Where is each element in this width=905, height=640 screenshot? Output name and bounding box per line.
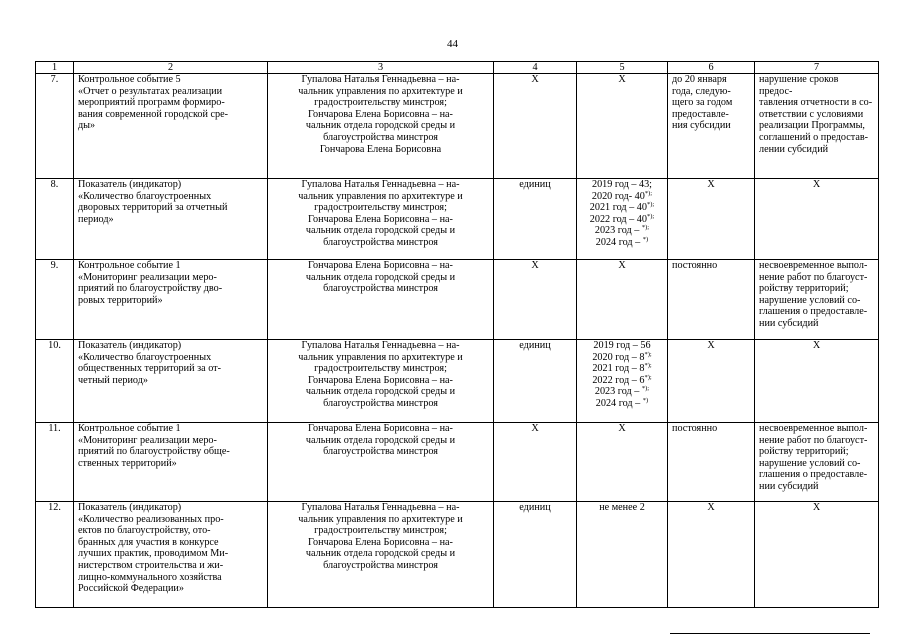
event-name-text: ектов по благоустройству, ото- <box>78 525 211 537</box>
event-name-line <box>78 120 263 132</box>
responsible-line <box>272 191 489 203</box>
header-col-5: 5 <box>577 62 668 74</box>
responsible-text: Гупалова Наталья Геннадьевна – на- <box>301 340 460 351</box>
deadline-line <box>672 179 750 191</box>
responsible-text: Гончарова Елена Борисовна – на- <box>308 108 453 120</box>
target-value-text: Х <box>618 74 626 85</box>
responsible <box>268 179 494 260</box>
responsible-text: чальник управления по архитектуре и <box>298 190 463 202</box>
risk-text: ройству территорий; <box>759 446 849 458</box>
event-name-line <box>78 435 263 447</box>
responsible-text: чальник отдела городской среды и <box>305 120 456 132</box>
row-number: 8. <box>36 179 74 260</box>
footnote-mark: *); <box>641 385 650 393</box>
risk-line <box>759 109 874 121</box>
responsible-text: Гупалова Наталья Геннадьевна – на- <box>301 179 460 190</box>
target-value-line <box>581 398 663 410</box>
responsible-text: благоустройства минстроя <box>323 131 438 143</box>
responsible-line <box>272 537 489 549</box>
target-value <box>577 74 668 179</box>
event-name <box>74 179 268 260</box>
deadline-text: Х <box>707 502 715 513</box>
event-name-text: «Количество благоустроенных <box>78 351 212 363</box>
event-name-text: период» <box>78 213 114 225</box>
event-name-line <box>78 283 263 295</box>
responsible-line <box>272 340 489 352</box>
event-name-line <box>78 340 263 352</box>
table-row <box>36 340 879 423</box>
row-number: 9. <box>36 260 74 340</box>
footnote-mark: *); <box>644 373 652 381</box>
plan-table <box>35 61 879 608</box>
target-value-text: 2019 год – 43; <box>591 179 653 190</box>
risk-text: нение работ по благоуст- <box>759 434 868 446</box>
footnote-mark: *); <box>646 201 655 209</box>
deadline-text: года, следую- <box>672 85 731 97</box>
deadline-line <box>672 423 750 435</box>
deadline-text: Х <box>707 340 715 351</box>
target-value-text: не менее 2 <box>599 502 645 513</box>
risk-text: нии субсидий <box>759 480 819 492</box>
event-name-line <box>78 202 263 214</box>
risk <box>755 74 879 179</box>
responsible-text: чальник отдела городской среды и <box>305 434 456 446</box>
footnote-mark: *); <box>644 350 652 358</box>
event-name-text: Контрольное событие 1 <box>78 423 181 434</box>
target-value-text: 2023 год – <box>594 386 642 398</box>
responsible-text: благоустройства минстроя <box>323 397 438 409</box>
unit: Х <box>494 423 577 502</box>
table-row <box>36 74 879 179</box>
footer-rule <box>670 633 870 634</box>
event-name-text: приятий по благоустройству дво- <box>78 283 223 295</box>
event-name-text: «Мониторинг реализации меро- <box>78 434 217 446</box>
responsible-line <box>272 375 489 387</box>
risk <box>755 260 879 340</box>
event-name-line <box>78 548 263 560</box>
target-value-text: 2019 год – 56 <box>593 340 651 351</box>
event-name-line <box>78 458 263 470</box>
responsible-text: градостроительству минстроя; <box>314 202 447 214</box>
event-name <box>74 260 268 340</box>
deadline <box>668 260 755 340</box>
event-name-line <box>78 375 263 387</box>
responsible <box>268 340 494 423</box>
responsible-line <box>272 525 489 537</box>
risk-text: Х <box>812 340 821 351</box>
risk <box>755 340 879 423</box>
deadline-line <box>672 86 750 98</box>
risk-text: ройству территорий; <box>759 283 849 295</box>
risk-line <box>759 446 874 458</box>
risk-text: реализации Программы, <box>759 120 865 132</box>
target-value-line <box>581 386 663 398</box>
responsible-line <box>272 363 489 375</box>
responsible-text: благоустройства минстроя <box>323 446 438 458</box>
event-name-text: «Мониторинг реализации меро- <box>78 271 217 283</box>
responsible-text: Гончарова Елена Борисовна <box>319 143 442 155</box>
risk-line <box>759 481 874 493</box>
event-name-text: Показатель (индикатор) <box>78 179 182 190</box>
risk-line <box>759 340 874 352</box>
risk-line <box>759 318 874 330</box>
row-number: 7. <box>36 74 74 179</box>
target-value-line <box>581 375 663 387</box>
target-value-line <box>581 214 663 226</box>
event-name-line <box>78 537 263 549</box>
risk-line <box>759 435 874 447</box>
header-col-2: 2 <box>74 62 268 74</box>
deadline-line <box>672 340 750 352</box>
target-value-text: 2021 год – 40 <box>589 202 647 214</box>
responsible-text: благоустройства минстроя <box>323 559 438 571</box>
responsible-line <box>272 214 489 226</box>
event-name-line <box>78 446 263 458</box>
responsible-text: Гончарова Елена Борисовна – на- <box>308 374 453 386</box>
deadline-text: предоставле- <box>672 108 729 120</box>
responsible <box>268 423 494 502</box>
event-name-text: Показатель (индикатор) <box>78 502 182 513</box>
risk-text: Х <box>812 502 821 513</box>
risk-line <box>759 306 874 318</box>
event-name-line <box>78 572 263 584</box>
responsible-line <box>272 423 489 435</box>
target-value <box>577 423 668 502</box>
unit: Х <box>494 260 577 340</box>
responsible-text: чальник управления по архитектуре и <box>298 85 463 97</box>
unit: единиц <box>494 340 577 423</box>
responsible-line <box>272 560 489 572</box>
risk-text: нарушение условий со- <box>759 294 861 306</box>
unit: Х <box>494 74 577 179</box>
responsible-line <box>272 548 489 560</box>
row-number: 10. <box>36 340 74 423</box>
event-name-line <box>78 295 263 307</box>
event-name <box>74 423 268 502</box>
target-value-line <box>581 74 663 86</box>
responsible-line <box>272 502 489 514</box>
footnote-mark: *) <box>642 396 649 404</box>
table-row <box>36 502 879 608</box>
risk-text: соглашений о предостав- <box>759 131 869 143</box>
risk-line <box>759 132 874 144</box>
risk-line <box>759 502 874 514</box>
risk-line <box>759 144 874 156</box>
responsible-text: чальник управления по архитектуре и <box>298 351 463 363</box>
event-name <box>74 340 268 423</box>
target-value-line <box>581 502 663 514</box>
risk <box>755 179 879 260</box>
event-name-text: лучших практик, проводимом Ми- <box>78 548 229 560</box>
target-value-text: 2023 год – <box>594 225 642 237</box>
responsible-line <box>272 74 489 86</box>
risk-line <box>759 260 874 272</box>
responsible-line <box>272 386 489 398</box>
event-name-text: четный период» <box>78 374 148 386</box>
event-name <box>74 74 268 179</box>
event-name-text: общественных территорий за от- <box>78 363 221 375</box>
event-name-text: нистерством строительства и жи- <box>78 559 224 571</box>
responsible-text: Гончарова Елена Борисовна – на- <box>308 213 453 225</box>
risk-text: нарушение условий со- <box>759 457 861 469</box>
responsible-line <box>272 202 489 214</box>
risk-text: Х <box>812 179 821 190</box>
event-name-line <box>78 363 263 375</box>
footnote-mark: *); <box>644 189 653 197</box>
event-name-text: приятий по благоустройству обще- <box>78 446 230 458</box>
unit: единиц <box>494 502 577 608</box>
deadline <box>668 502 755 608</box>
target-value <box>577 260 668 340</box>
responsible-line <box>272 86 489 98</box>
event-name-text: «Отчет о результатах реализации <box>78 85 223 97</box>
risk-text: ответствии с условиями <box>759 108 864 120</box>
event-name <box>74 502 268 608</box>
event-name-text: ственных территорий» <box>78 457 177 469</box>
responsible-text: градостроительству минстроя; <box>314 363 447 375</box>
target-value-line <box>581 423 663 435</box>
risk-text: лении субсидий <box>759 143 829 155</box>
event-name-line <box>78 86 263 98</box>
event-name-text: мероприятий программ формиро- <box>78 97 225 109</box>
deadline-line <box>672 74 750 86</box>
target-value-text: 2021 год – 8 <box>592 363 645 375</box>
target-value <box>577 502 668 608</box>
deadline <box>668 340 755 423</box>
responsible-text: чальник отдела городской среды и <box>305 271 456 283</box>
deadline-text: до 20 января <box>672 74 727 85</box>
event-name-text: «Количество реализованных про- <box>78 513 224 525</box>
footnote-mark: *); <box>641 224 650 232</box>
event-name-line <box>78 583 263 595</box>
responsible-text: Гончарова Елена Борисовна – на- <box>308 536 453 548</box>
row-number: 12. <box>36 502 74 608</box>
target-value <box>577 340 668 423</box>
deadline-line <box>672 260 750 272</box>
header-col-1: 1 <box>36 62 74 74</box>
event-name-text: Показатель (индикатор) <box>78 340 182 351</box>
target-value-text: 2020 год- 40 <box>591 190 645 202</box>
deadline-text: Х <box>707 179 715 190</box>
target-value <box>577 179 668 260</box>
risk-text: несвоевременное выпол- <box>759 423 868 434</box>
event-name-text: Контрольное событие 1 <box>78 260 181 271</box>
event-name-text: лищно-коммунального хозяйства <box>78 571 222 583</box>
event-name-line <box>78 423 263 435</box>
target-value-text: Х <box>618 423 626 434</box>
risk-line <box>759 283 874 295</box>
risk-text: несвоевременное выпол- <box>759 260 868 271</box>
responsible-line <box>272 132 489 144</box>
target-value-line <box>581 260 663 272</box>
responsible-text: градостроительству минстроя; <box>314 97 447 109</box>
header-row <box>36 62 879 74</box>
target-value-text: 2022 год – 40 <box>589 213 647 225</box>
target-value-text: 2024 год – <box>595 397 643 409</box>
risk-text: глашения о предоставле- <box>759 469 868 481</box>
row-number: 11. <box>36 423 74 502</box>
responsible-text: чальник отдела городской среды и <box>305 548 456 560</box>
event-name-line <box>78 272 263 284</box>
deadline-line <box>672 502 750 514</box>
risk-line <box>759 179 874 191</box>
header-col-7: 7 <box>755 62 879 74</box>
event-name-line <box>78 109 263 121</box>
risk-line <box>759 458 874 470</box>
responsible-line <box>272 514 489 526</box>
risk <box>755 502 879 608</box>
responsible-line <box>272 144 489 156</box>
risk-text: глашения о предоставле- <box>759 306 868 318</box>
event-name-text: бранных для участия в конкурсе <box>78 536 219 548</box>
event-name-text: дворовых территорий за отчетный <box>78 202 228 214</box>
event-name-line <box>78 514 263 526</box>
risk-text: тавления отчетности в со- <box>759 97 873 109</box>
event-name-line <box>78 97 263 109</box>
footnote-mark: *); <box>644 362 652 370</box>
header-col-3: 3 <box>268 62 494 74</box>
responsible-text: чальник управления по архитектуре и <box>298 513 463 525</box>
event-name-line <box>78 352 263 364</box>
table-row <box>36 179 879 260</box>
responsible-line <box>272 260 489 272</box>
responsible-text: благоустройства минстроя <box>323 236 438 248</box>
risk-line <box>759 97 874 109</box>
event-name-line <box>78 74 263 86</box>
responsible-line <box>272 97 489 109</box>
target-value-text: Х <box>618 260 626 271</box>
responsible-text: чальник отдела городской среды и <box>305 386 456 398</box>
header-col-4: 4 <box>494 62 577 74</box>
unit: единиц <box>494 179 577 260</box>
responsible-line <box>272 109 489 121</box>
risk-line <box>759 469 874 481</box>
deadline <box>668 74 755 179</box>
responsible-line <box>272 225 489 237</box>
responsible <box>268 74 494 179</box>
responsible-text: Гупалова Наталья Геннадьевна – на- <box>301 502 460 513</box>
event-name-line <box>78 560 263 572</box>
table-row <box>36 260 879 340</box>
responsible-line <box>272 120 489 132</box>
event-name-line <box>78 179 263 191</box>
deadline-text: постоянно <box>672 260 718 271</box>
responsible-text: Гончарова Елена Борисовна – на- <box>308 260 453 271</box>
responsible-line <box>272 446 489 458</box>
risk-text: нарушение сроков предос- <box>759 74 839 97</box>
risk <box>755 423 879 502</box>
responsible-text: градостроительству минстроя; <box>314 525 447 537</box>
header-col-6: 6 <box>668 62 755 74</box>
responsible-text: благоустройства минстроя <box>323 283 438 295</box>
event-name-text: ровых территорий» <box>78 294 163 306</box>
risk-line <box>759 120 874 132</box>
risk-line <box>759 74 874 97</box>
responsible-line <box>272 283 489 295</box>
event-name-text: ды» <box>78 120 96 132</box>
risk-text: нение работ по благоуст- <box>759 271 868 283</box>
deadline-line <box>672 109 750 121</box>
responsible-line <box>272 352 489 364</box>
risk-line <box>759 423 874 435</box>
event-name-text: Российской Федерации» <box>78 583 184 595</box>
event-name-line <box>78 502 263 514</box>
target-value-text: 2024 год – <box>595 236 643 248</box>
responsible-line <box>272 237 489 249</box>
responsible-line <box>272 272 489 284</box>
deadline-text: постоянно <box>672 423 718 434</box>
responsible-text: чальник отдела городской среды и <box>305 225 456 237</box>
target-value-line <box>581 225 663 237</box>
event-name-text: «Количество благоустроенных <box>78 190 212 202</box>
event-name-line <box>78 214 263 226</box>
table-row <box>36 423 879 502</box>
target-value-line <box>581 237 663 249</box>
risk-line <box>759 272 874 284</box>
responsible-line <box>272 179 489 191</box>
footnote-mark: *); <box>646 212 655 220</box>
event-name-line <box>78 191 263 203</box>
footnote-mark: *) <box>642 235 649 243</box>
deadline-text: ния субсидии <box>672 120 731 132</box>
page-number: 44 <box>447 38 458 50</box>
responsible-text: Гупалова Наталья Геннадьевна – на- <box>301 74 460 85</box>
event-name-text: Контрольное событие 5 <box>78 74 181 85</box>
deadline <box>668 423 755 502</box>
target-value-text: 2022 год – 6 <box>592 374 645 386</box>
deadline-line <box>672 120 750 132</box>
deadline-line <box>672 97 750 109</box>
responsible-line <box>272 435 489 447</box>
risk-line <box>759 295 874 307</box>
deadline-text: щего за годом <box>672 97 733 109</box>
risk-text: нии субсидий <box>759 317 819 329</box>
responsible-line <box>272 398 489 410</box>
event-name-line <box>78 525 263 537</box>
responsible <box>268 260 494 340</box>
event-name-text: вания современной городской сре- <box>78 108 229 120</box>
responsible-text: Гончарова Елена Борисовна – на- <box>308 423 453 434</box>
event-name-line <box>78 260 263 272</box>
target-value-text: 2020 год – 8 <box>592 351 645 363</box>
responsible <box>268 502 494 608</box>
deadline <box>668 179 755 260</box>
